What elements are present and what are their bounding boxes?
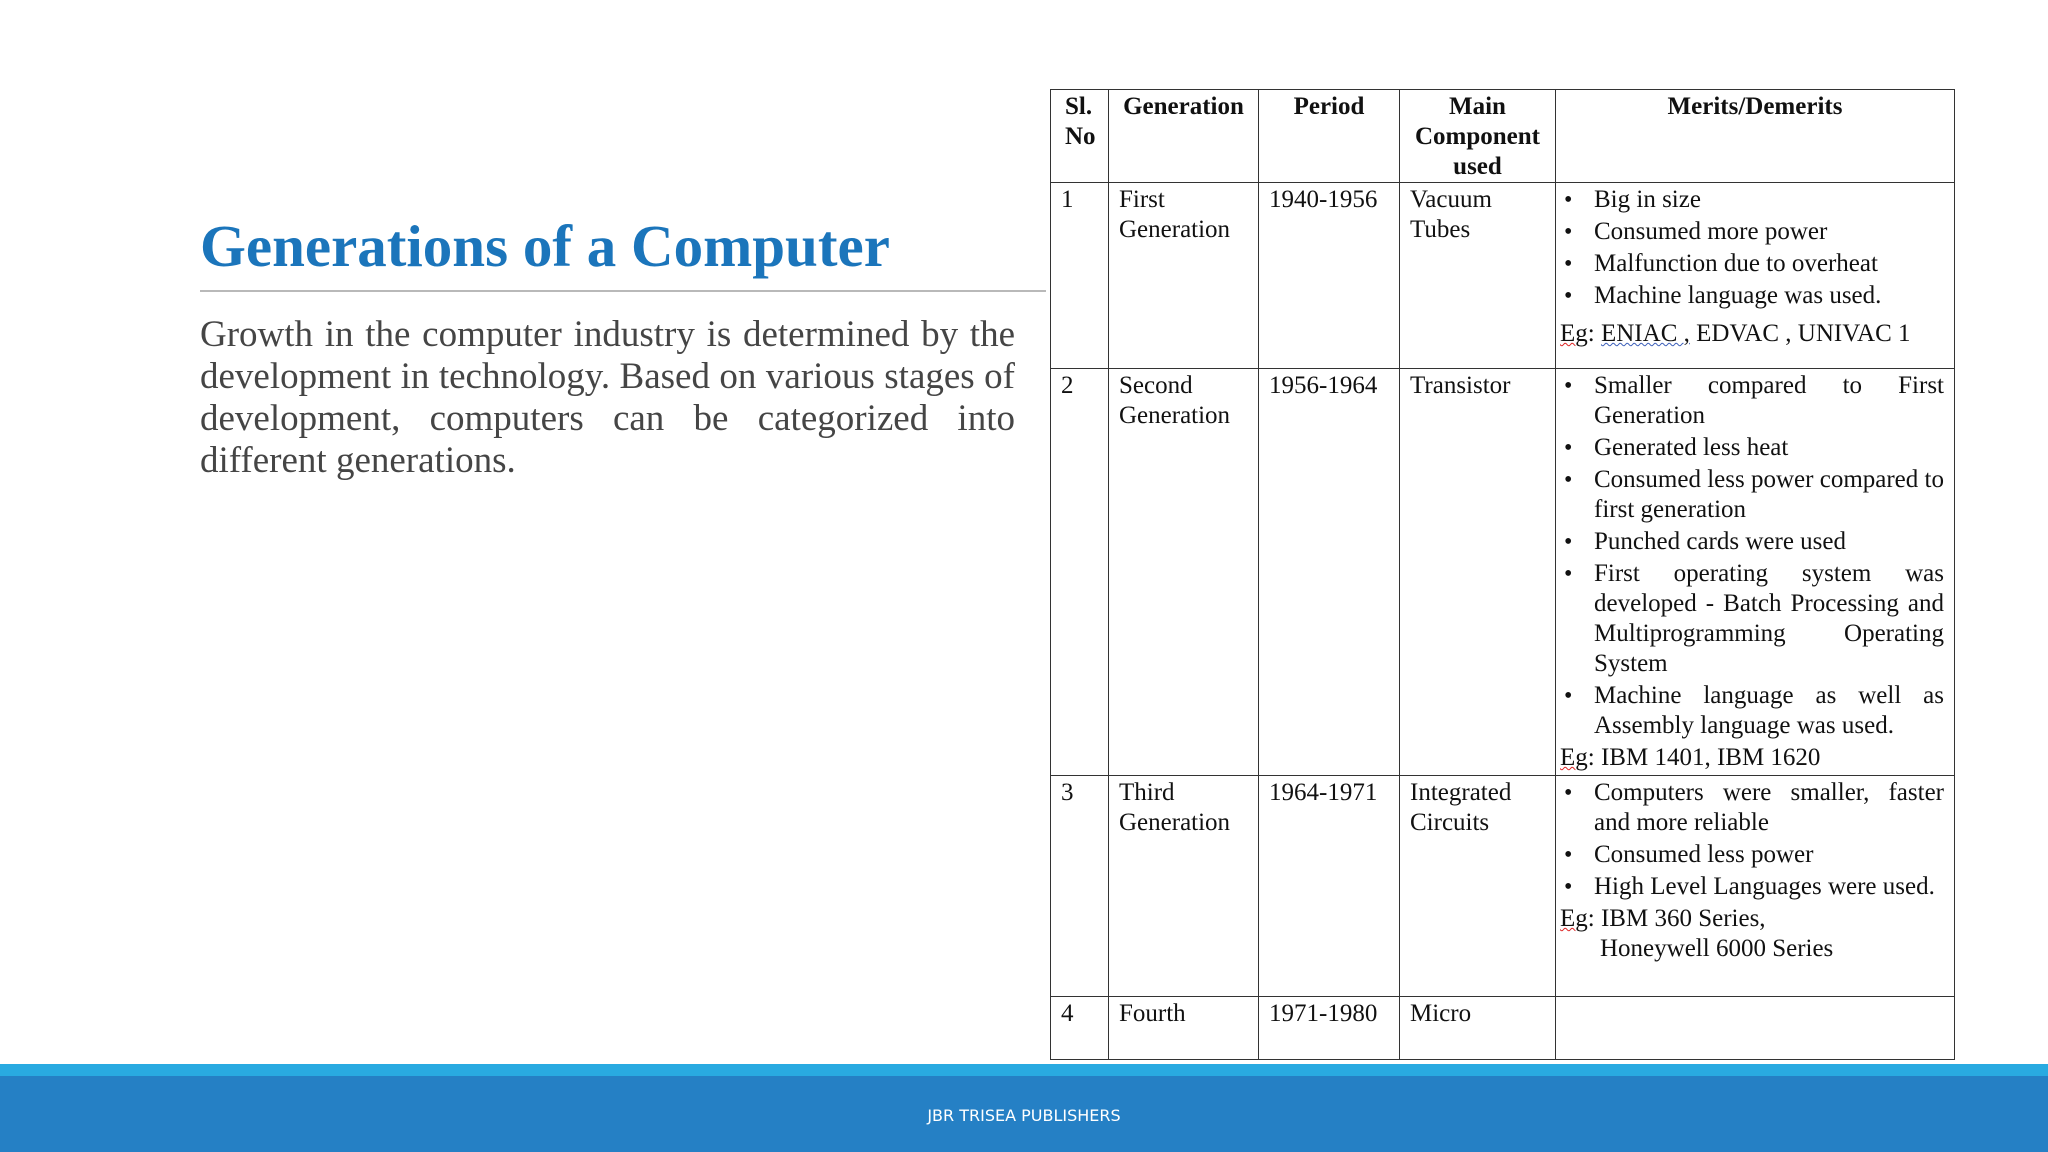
list-item: • Smaller compared to First Generation (1560, 371, 1944, 431)
cell-merits (1556, 997, 1955, 1060)
merits-list (1560, 185, 1944, 311)
list-item: • High Level Languages were used. (1560, 872, 1944, 902)
list-item: • Computers were smaller, faster and more reliable (1560, 778, 1944, 838)
table-row (1051, 776, 1955, 997)
list-item: • Consumed less power (1560, 840, 1944, 870)
eg-label: Eg (1560, 744, 1588, 771)
intro-paragraph: Growth in the computer industry is determined by the development in technology. Based on various stages of development, computers can be categorized into different generations. (200, 314, 1015, 481)
eg-examples: : IBM 1401, IBM 1620 (1587, 744, 1821, 771)
title-divider (200, 290, 1046, 292)
cell-component: Transistor (1400, 369, 1556, 776)
header-main-component: Main Component used (1400, 90, 1556, 183)
list-item: • Malfunction due to overheat (1560, 249, 1944, 279)
generations-table (1050, 89, 1955, 1060)
examples-line (1560, 904, 1944, 934)
header-merits-demerits: Merits/Demerits (1556, 90, 1955, 183)
examples-line-2: Honeywell 6000 Series (1600, 935, 1834, 962)
generations-table-image (1050, 89, 1956, 1027)
cell-generation: Third Generation (1109, 776, 1259, 997)
table-row (1051, 183, 1955, 369)
examples-line (1560, 743, 1944, 773)
cell-sl: 2 (1051, 369, 1109, 776)
merits-list (1560, 778, 1944, 902)
header-period: Period (1259, 90, 1400, 183)
cell-period: 1956-1964 (1259, 369, 1400, 776)
footer-accent-stripe (0, 1064, 2048, 1076)
eg-examples: EDVAC , UNIVAC 1 (1689, 320, 1911, 347)
table-header-row (1051, 90, 1955, 183)
footer-publisher: JBR TRISEA PUBLISHERS (927, 1106, 1121, 1125)
eg-examples: : IBM 360 Series, (1587, 905, 1766, 932)
cell-generation: Second Generation (1109, 369, 1259, 776)
cell-component: Micro (1400, 997, 1556, 1060)
cell-generation: Fourth (1109, 997, 1259, 1060)
table-row (1051, 997, 1955, 1060)
eg-label: Eg (1560, 320, 1588, 347)
list-item: • Machine language as well as Assembly language was used. (1560, 681, 1944, 741)
cell-component: Vacuum Tubes (1400, 183, 1556, 369)
cell-merits (1556, 183, 1955, 369)
cell-merits (1556, 369, 1955, 776)
list-item: • Generated less heat (1560, 433, 1944, 463)
list-item: • Big in size (1560, 185, 1944, 215)
header-sl-no: Sl. No (1051, 90, 1109, 183)
eg-label: Eg (1560, 905, 1588, 932)
cell-period: 1964-1971 (1259, 776, 1400, 997)
list-item: • Consumed less power compared to first generation (1560, 465, 1944, 525)
slide-title: Generations of a Computer (200, 213, 890, 279)
cell-sl: 4 (1051, 997, 1109, 1060)
list-item: • First operating system was developed - Batch Processing and Multiprogramming Operating System (1560, 559, 1944, 679)
header-generation: Generation (1109, 90, 1259, 183)
cell-merits (1556, 776, 1955, 997)
table-row (1051, 369, 1955, 776)
list-item: • Consumed more power (1560, 217, 1944, 247)
merits-list (1560, 371, 1944, 741)
cell-generation: First Generation (1109, 183, 1259, 369)
cell-component: Integrated Circuits (1400, 776, 1556, 997)
eg-first-example: ENIAC , (1600, 320, 1690, 347)
cell-sl: 1 (1051, 183, 1109, 369)
list-item: • Punched cards were used (1560, 527, 1944, 557)
cell-period: 1940-1956 (1259, 183, 1400, 369)
cell-sl: 3 (1051, 776, 1109, 997)
cell-period: 1971-1980 (1259, 997, 1400, 1060)
examples-line: Eg: ENIAC , EDVAC , UNIVAC 1 (1560, 320, 1911, 347)
list-item: • Machine language was used. (1560, 281, 1944, 311)
